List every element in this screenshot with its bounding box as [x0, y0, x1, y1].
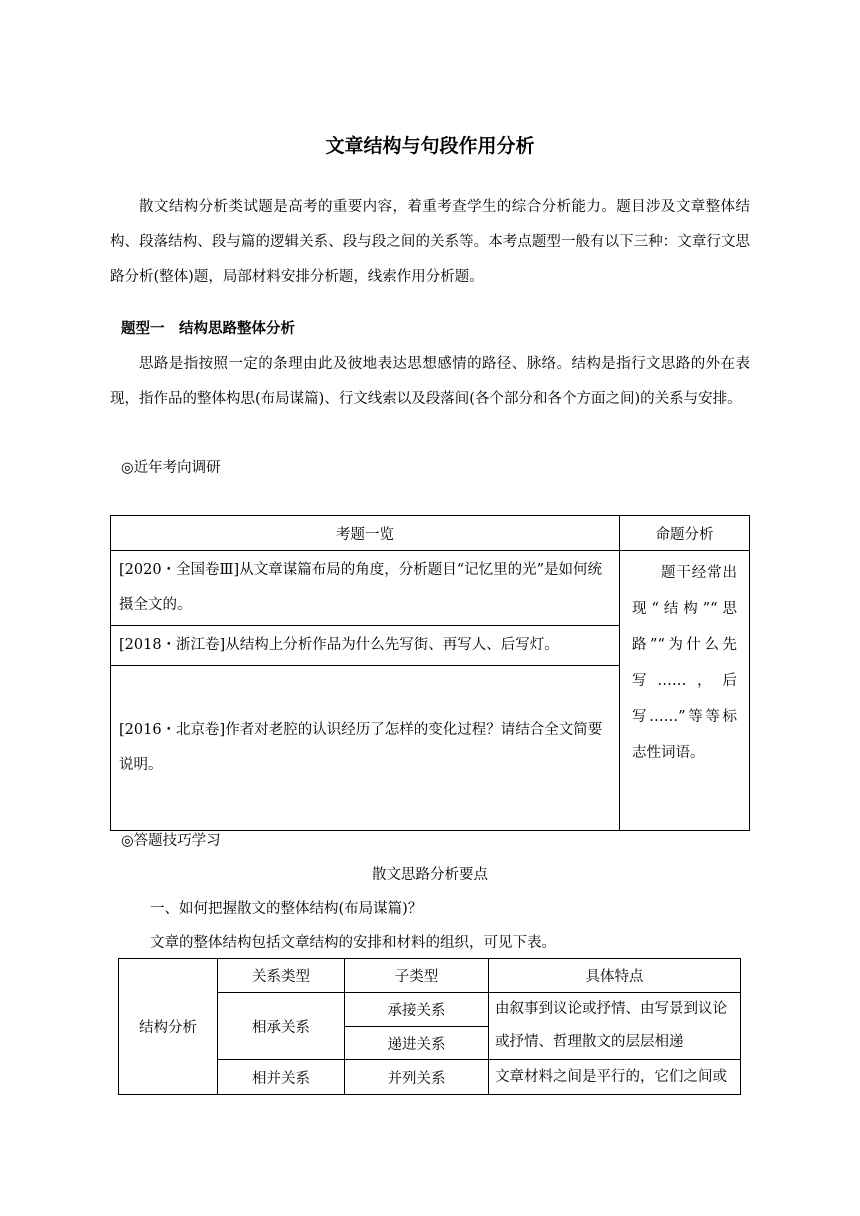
- type-cell: 相并关系: [218, 1060, 345, 1095]
- header-feature: 具体特点: [489, 959, 741, 993]
- subtype-cell: 承接关系: [345, 993, 489, 1027]
- skills-label: ◎答题技巧学习: [121, 833, 221, 849]
- section-body: 思路是指按照一定的条理由此及彼地表达思想感情的路径、脉络。结构是指行文思路的外在表现，指作品的整体构思(布局谋篇)、行文线索以及段落间(各个部分和各个方面之间)的关系与安排。: [110, 356, 750, 407]
- header-type: 关系类型: [218, 959, 345, 993]
- section-heading: 题型一 结构思路整体分析: [121, 321, 295, 337]
- subtype-cell: 并列关系: [345, 1060, 489, 1095]
- subtitle: 散文思路分析要点: [372, 867, 488, 883]
- header-questions: 考题一览: [111, 516, 620, 551]
- question-2016: [2016・北京卷]作者对老腔的认识经历了怎样的变化过程？请结合全文简要说明。: [111, 666, 620, 831]
- feature-cell: 文章材料之间是平行的，它们之间或: [489, 1060, 741, 1095]
- exam-table-header: [111, 516, 750, 551]
- structure-table: [118, 958, 741, 1095]
- question-2018: [2018・浙江卷]从结构上分析作品为什么先写街、再写人、后写灯。: [111, 626, 620, 666]
- feature-cell: 由叙事到议论或抒情、由写景到议论或抒情、哲理散文的层层相递: [489, 993, 741, 1060]
- page-title: 文章结构与句段作用分析: [325, 135, 535, 157]
- type-cell: 相承关系: [218, 993, 345, 1060]
- intro-paragraph: 散文结构分析类试题是高考的重要内容，着重考查学生的综合分析能力。题目涉及文章整体结构、段落结构、段与篇的逻辑关系、段与段之间的关系等。本考点题型一般有以下三种：文章行文思路分析(整体)题，局部材料安排分析题，线索作用分析题。: [110, 199, 750, 285]
- subtype-cell: 递进关系: [345, 1027, 489, 1060]
- analysis-text: 题干经常出现“结构”“思路”“为什么先写……，后写……”等等标志性词语。: [632, 565, 737, 761]
- analysis-cell: [620, 551, 750, 831]
- table-intro: 文章的整体结构包括文章结构的安排和材料的组织，可见下表。: [150, 935, 556, 951]
- table-row: [111, 551, 750, 626]
- question-heading: 一、如何把握散文的整体结构(布局谋篇)？: [150, 901, 423, 917]
- header-analysis: 命题分析: [620, 516, 750, 551]
- structure-table-header: [119, 959, 741, 993]
- survey-label: ◎近年考向调研: [121, 460, 221, 476]
- question-2020: [2020・全国卷Ⅲ]从文章谋篇布局的角度，分析题目“记忆里的光”是如何统摄全文的。: [111, 551, 620, 626]
- row-label: 结构分析: [119, 959, 218, 1095]
- exam-table: [110, 515, 750, 831]
- header-subtype: 子类型: [345, 959, 489, 993]
